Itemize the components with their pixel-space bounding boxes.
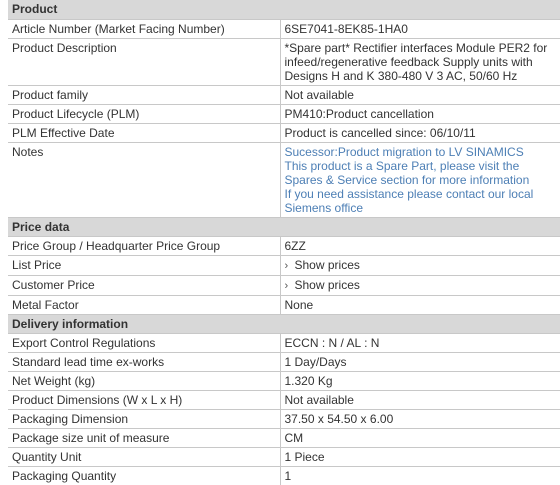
product-description-value — [280, 38, 560, 85]
section-delivery-information — [8, 314, 560, 333]
product-spec-table — [8, 0, 560, 485]
product-details — [8, 0, 560, 485]
section-price-data — [8, 217, 560, 236]
row-packaging-dimension — [8, 409, 560, 428]
row-article-number — [8, 19, 560, 38]
customer-price-label: Customer Price — [8, 275, 280, 295]
customer-price-value[interactable] — [280, 275, 560, 295]
section-title-price: Price data — [8, 217, 560, 236]
list-price-show-link[interactable]: Show prices — [294, 257, 360, 272]
notes-value — [280, 142, 560, 217]
packaging-quantity-value: 1 — [280, 466, 560, 485]
notes-label: Notes — [8, 142, 280, 217]
price-group-value: 6ZZ — [280, 236, 560, 255]
metal-factor-label: Metal Factor — [8, 295, 280, 314]
row-product-family — [8, 85, 560, 104]
section-product — [8, 0, 560, 19]
successor-link[interactable]: Sucessor:Product migration to LV SINAMICS — [284, 144, 524, 159]
lead-time-value: 1 Day/Days — [280, 352, 560, 371]
description-line: *Spare part* Rectifier interfaces Module PER2 for — [284, 40, 548, 55]
row-product-lifecycle — [8, 104, 560, 123]
row-price-group — [8, 236, 560, 255]
product-lifecycle-value: PM410:Product cancellation — [280, 104, 560, 123]
row-product-dimensions — [8, 390, 560, 409]
row-quantity-unit — [8, 447, 560, 466]
chevron-right-icon: › — [284, 259, 289, 272]
product-description-label: Product Description — [8, 38, 280, 85]
siemens-office-link[interactable]: Siemens office — [284, 200, 363, 215]
row-net-weight — [8, 371, 560, 390]
package-unit-value: CM — [280, 428, 560, 447]
quantity-unit-label: Quantity Unit — [8, 447, 280, 466]
spare-part-link[interactable]: This product is a Spare Part, please visit the — [284, 158, 520, 173]
description-line: infeed/regenerative feedback Supply units with — [284, 54, 533, 69]
product-family-value: Not available — [280, 85, 560, 104]
row-packaging-quantity — [8, 466, 560, 485]
chevron-right-icon: › — [284, 279, 289, 292]
lead-time-label: Standard lead time ex-works — [8, 352, 280, 371]
product-dimensions-value: Not available — [280, 390, 560, 409]
row-customer-price — [8, 275, 560, 295]
packaging-quantity-label: Packaging Quantity — [8, 466, 280, 485]
quantity-unit-value: 1 Piece — [280, 447, 560, 466]
metal-factor-value: None — [280, 295, 560, 314]
row-list-price — [8, 255, 560, 275]
article-number-value: 6SE7041-8EK85-1HA0 — [280, 19, 560, 38]
list-price-value[interactable] — [280, 255, 560, 275]
export-control-value: ECCN : N / AL : N — [280, 333, 560, 352]
customer-price-show-link[interactable]: Show prices — [294, 277, 360, 292]
product-dimensions-label: Product Dimensions (W x L x H) — [8, 390, 280, 409]
row-metal-factor — [8, 295, 560, 314]
packaging-dimension-value: 37.50 x 54.50 x 6.00 — [280, 409, 560, 428]
row-notes — [8, 142, 560, 217]
product-lifecycle-label: Product Lifecycle (PLM) — [8, 104, 280, 123]
net-weight-label: Net Weight (kg) — [8, 371, 280, 390]
row-product-description — [8, 38, 560, 85]
spares-service-link[interactable]: Spares & Service section for more information — [284, 172, 530, 187]
list-price-label: List Price — [8, 255, 280, 275]
article-number-label: Article Number (Market Facing Number) — [8, 19, 280, 38]
price-group-label: Price Group / Headquarter Price Group — [8, 236, 280, 255]
package-unit-label: Package size unit of measure — [8, 428, 280, 447]
row-plm-effective-date — [8, 123, 560, 142]
section-title-delivery: Delivery information — [8, 314, 560, 333]
description-line: Designs H and K 380-480 V 3 AC, 50/60 Hz — [284, 68, 518, 83]
net-weight-value: 1.320 Kg — [280, 371, 560, 390]
plm-effective-date-value: Product is cancelled since: 06/10/11 — [280, 123, 560, 142]
packaging-dimension-label: Packaging Dimension — [8, 409, 280, 428]
section-title-product: Product — [8, 0, 560, 19]
export-control-label: Export Control Regulations — [8, 333, 280, 352]
row-lead-time — [8, 352, 560, 371]
contact-link[interactable]: If you need assistance please contact our local — [284, 186, 534, 201]
plm-effective-date-label: PLM Effective Date — [8, 123, 280, 142]
row-package-unit — [8, 428, 560, 447]
row-export-control — [8, 333, 560, 352]
product-family-label: Product family — [8, 85, 280, 104]
